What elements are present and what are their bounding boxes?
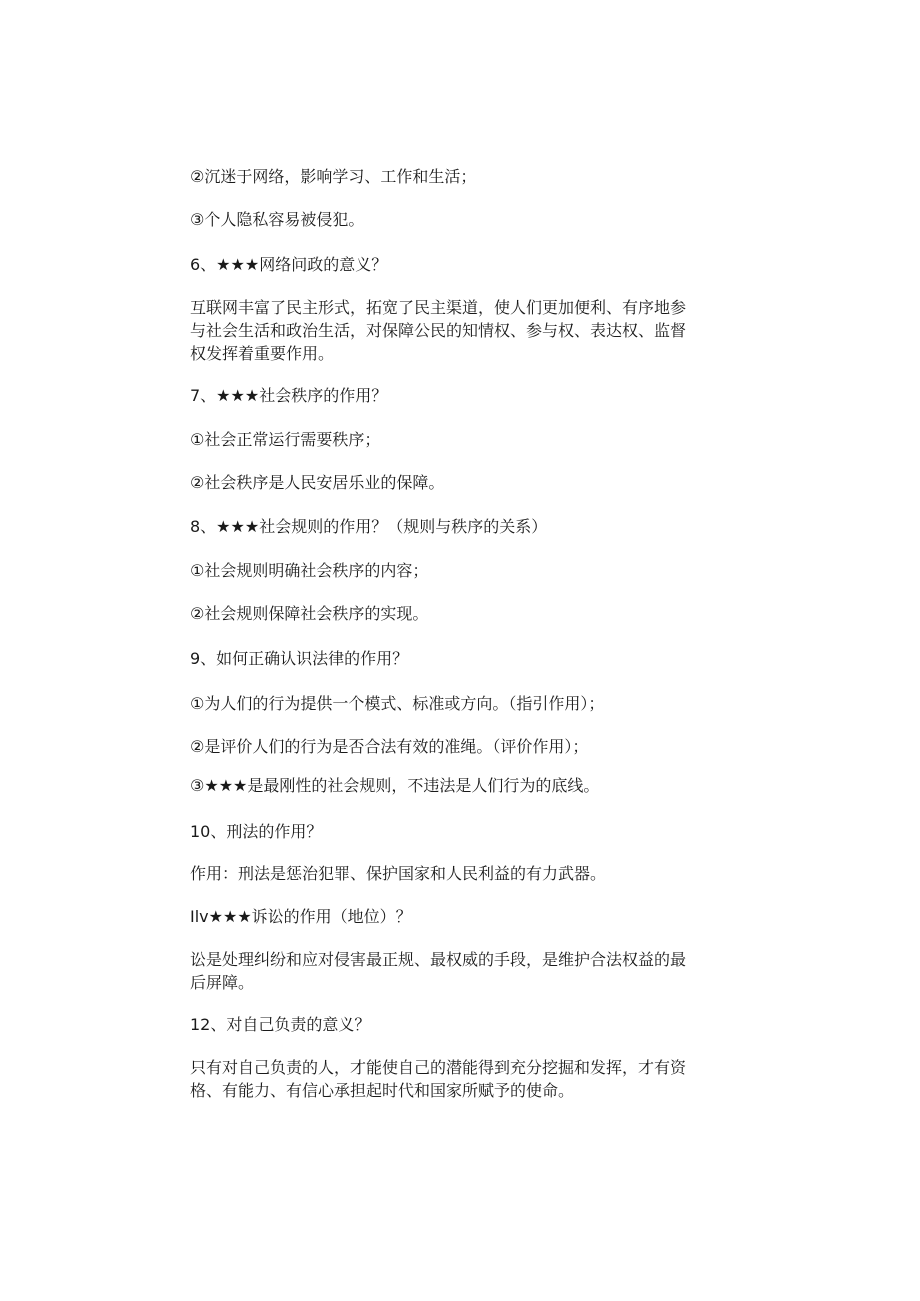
answer-paragraph [190, 296, 730, 365]
answer-paragraph [190, 1056, 730, 1102]
text-line: 作用：刑法是惩治犯罪、保护国家和人民利益的有力武器。 [190, 864, 607, 883]
text-line: ③个人隐私容易被侵犯。 [190, 210, 365, 229]
question-heading: 9、如何正确认识法律的作用？ [190, 649, 409, 668]
paragraph-line: 后屏障。 [190, 973, 255, 992]
text-line: ②社会规则保障社会秩序的实现。 [190, 604, 429, 623]
question-heading: 6、★★★网络问政的意义？ [190, 255, 388, 274]
paragraph-line: 讼是处理纠纷和应对侵害最正规、最权威的手段，是维护合法权益的最 [190, 950, 687, 969]
paragraph-line: 格、有能力、有信心承担起时代和国家所赋予的使命。 [190, 1081, 575, 1100]
text-line: ①社会规则明确社会秩序的内容； [190, 561, 429, 580]
text-line: ③★★★是最刚性的社会规则，不违法是人们行为的底线。 [190, 776, 600, 795]
question-heading: 12、对自己负责的意义？ [190, 1015, 371, 1034]
paragraph-line: 互联网丰富了民主形式，拓宽了民主渠道，使人们更加便利、有序地参 [190, 298, 687, 317]
text-line: ②沉迷于网络，影响学习、工作和生活； [190, 167, 477, 186]
question-heading: 7、★★★社会秩序的作用？ [190, 386, 388, 405]
text-line: ①为人们的行为提供一个模式、标准或方向。（指引作用）； [190, 694, 605, 713]
paragraph-line: 与社会生活和政治生活，对保障公民的知情权、参与权、表达权、监督 [190, 321, 687, 340]
question-heading: 8、★★★社会规则的作用？（规则与秩序的关系） [190, 517, 548, 536]
answer-paragraph [190, 948, 730, 994]
text-line: ②社会秩序是人民安居乐业的保障。 [190, 473, 445, 492]
paragraph-line: 权发挥着重要作用。 [190, 344, 335, 363]
question-heading: 10、刑法的作用？ [190, 822, 323, 841]
paragraph-line: 只有对自己负责的人，才能使自己的潜能得到充分挖掘和发挥，才有资 [190, 1058, 687, 1077]
text-line: ①社会正常运行需要秩序； [190, 430, 381, 449]
question-heading: Ilv★★★诉讼的作用（地位）？ [190, 907, 412, 926]
text-line: ②是评价人们的行为是否合法有效的准绳。（评价作用）； [190, 737, 589, 756]
